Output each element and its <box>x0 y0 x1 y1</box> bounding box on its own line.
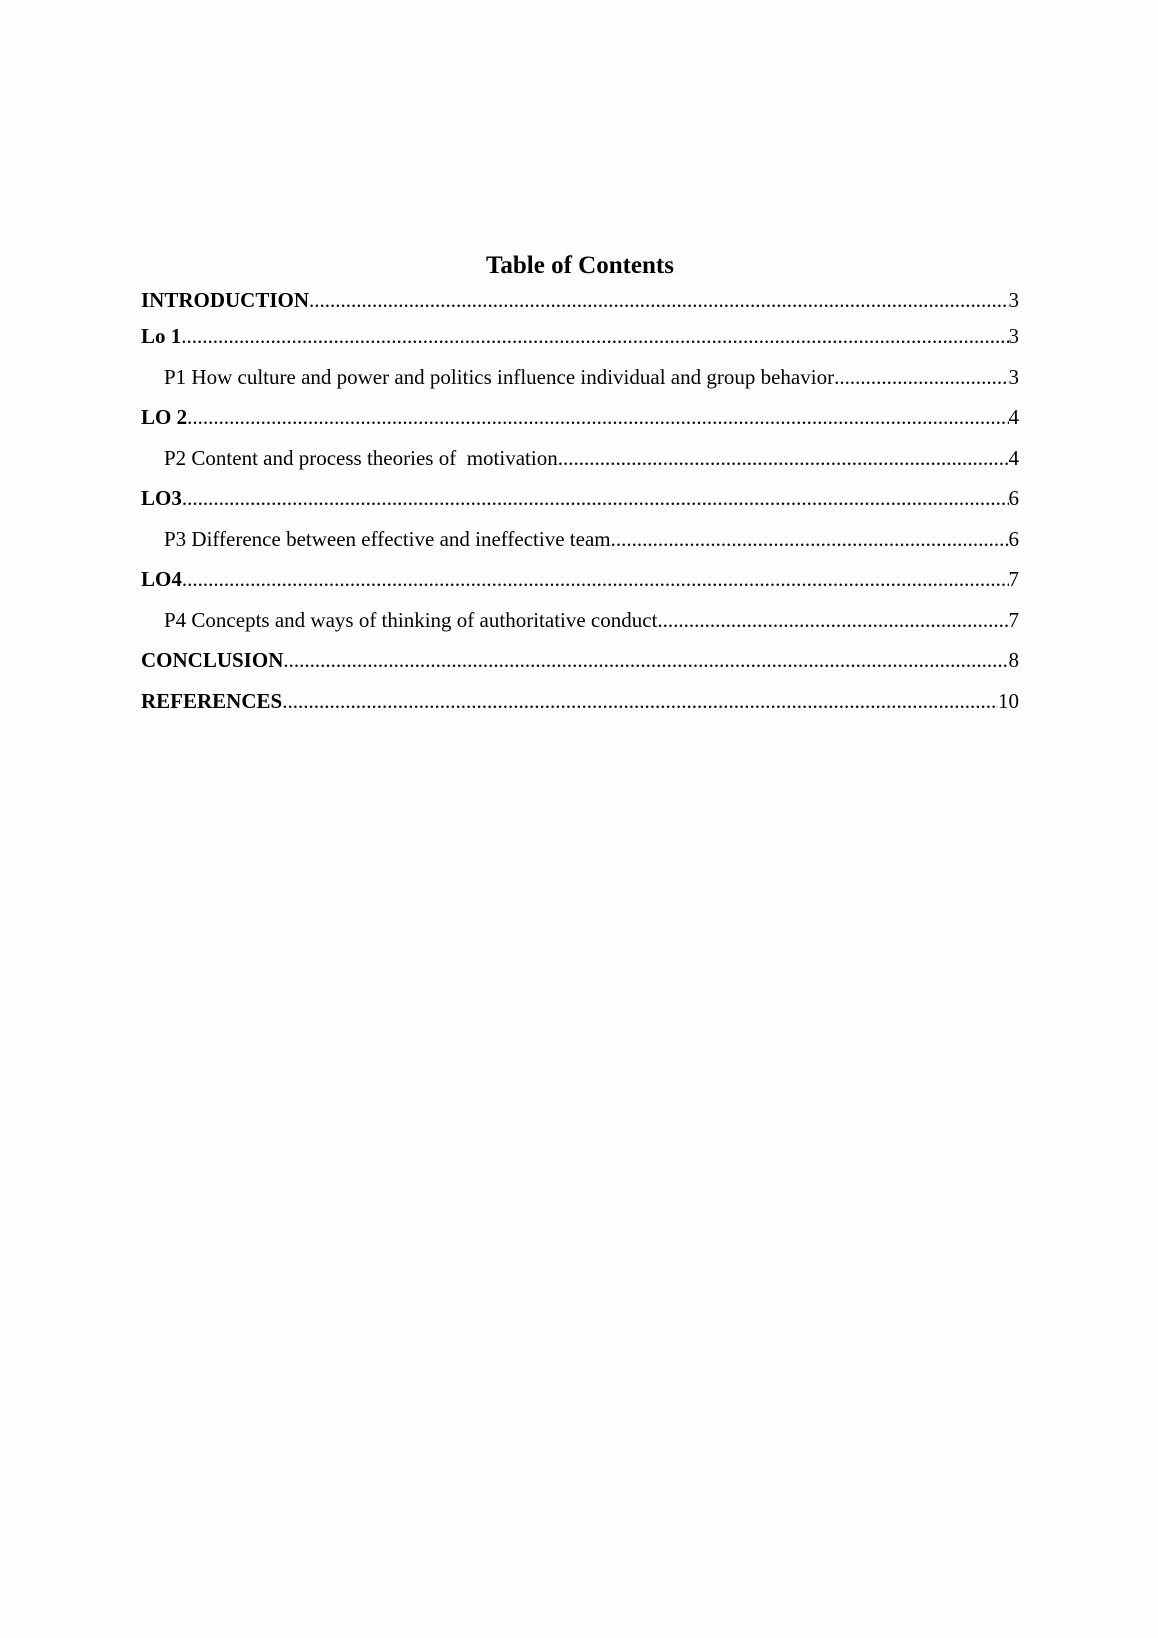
toc-dot-leader <box>611 519 1009 560</box>
toc-entry-page-number: 7 <box>1008 607 1019 632</box>
toc-dot-leader <box>187 397 1008 438</box>
toc-entry-p3[interactable] <box>141 519 1019 560</box>
toc-entry-label: P3 Difference between effective and ineffective team <box>164 526 611 551</box>
toc-entry-conclusion[interactable] <box>141 640 1019 681</box>
toc-entry-label: LO4 <box>141 567 182 591</box>
toc-entry-page-number: 3 <box>1008 288 1019 312</box>
toc-entry-references[interactable] <box>141 681 1019 722</box>
toc-entry-page-number: 7 <box>1008 567 1019 591</box>
toc-dot-leader <box>558 438 1009 479</box>
toc-dot-leader <box>657 600 1008 641</box>
toc-dot-leader <box>282 681 998 722</box>
toc-entry-lo1[interactable] <box>141 316 1019 357</box>
toc-entry-label: REFERENCES <box>141 688 283 713</box>
toc-entry-p4[interactable] <box>141 600 1019 641</box>
toc-dot-leader <box>182 559 1009 600</box>
toc-entry-p2[interactable] <box>141 438 1019 479</box>
toc-title: Table of Contents <box>486 252 674 279</box>
toc-entry-page-number: 3 <box>1008 364 1019 389</box>
toc-entry-label: CONCLUSION <box>141 648 284 672</box>
toc-entry-introduction[interactable] <box>141 284 1019 316</box>
toc-entry-page-number: 10 <box>998 688 1019 713</box>
toc-entry-label: P2 Content and process theories of motivation <box>164 445 558 470</box>
toc-entry-page-number: 4 <box>1008 445 1019 470</box>
toc-list <box>141 284 1019 721</box>
toc-entry-page-number: 3 <box>1008 324 1019 348</box>
toc-dot-leader <box>309 284 1008 316</box>
toc-entry-p1[interactable] <box>141 357 1019 398</box>
toc-entry-lo3[interactable] <box>141 478 1019 519</box>
toc-entry-label: Lo 1 <box>141 324 182 348</box>
toc-dot-leader <box>182 478 1009 519</box>
toc-entry-page-number: 6 <box>1008 486 1019 510</box>
toc-dot-leader <box>834 357 1008 398</box>
toc-entry-label: LO3 <box>141 486 182 510</box>
toc-dot-leader <box>181 316 1008 357</box>
toc-entry-label: P4 Concepts and ways of thinking of authoritative conduct <box>164 607 658 632</box>
toc-entry-page-number: 4 <box>1008 405 1019 429</box>
toc-entry-lo2[interactable] <box>141 397 1019 438</box>
toc-entry-label: LO 2 <box>141 405 188 429</box>
toc-dot-leader <box>283 640 1008 681</box>
toc-entry-lo4[interactable] <box>141 559 1019 600</box>
table-of-contents <box>141 248 1019 721</box>
toc-entry-label: P1 How culture and power and politics influence individual and group behavior <box>164 364 835 389</box>
toc-entry-page-number: 6 <box>1008 526 1019 551</box>
toc-entry-label: INTRODUCTION <box>141 288 310 312</box>
toc-entry-page-number: 8 <box>1008 648 1019 672</box>
